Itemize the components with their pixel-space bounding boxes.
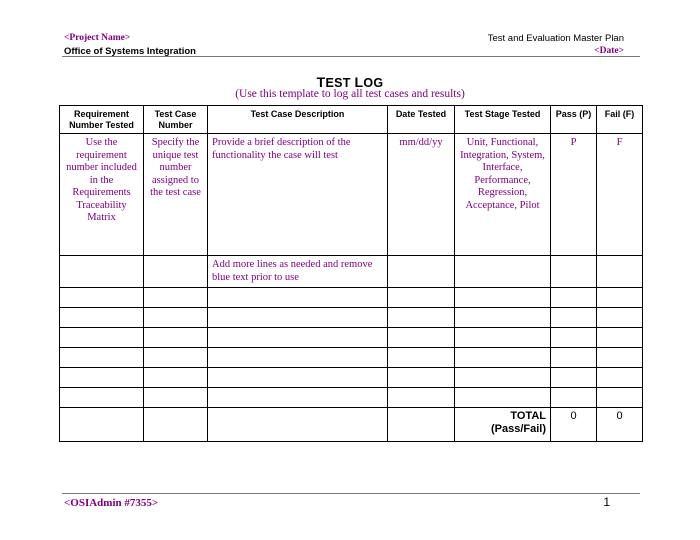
table-cell[interactable] bbox=[208, 348, 388, 368]
table-cell[interactable] bbox=[388, 348, 455, 368]
column-header: Date Tested bbox=[388, 106, 455, 134]
table-cell[interactable] bbox=[388, 388, 455, 408]
document-title: Test and Evaluation Master Plan bbox=[487, 33, 624, 44]
total-fail-value: 0 bbox=[597, 408, 643, 442]
page-number: 1 bbox=[603, 495, 610, 509]
table-cell[interactable] bbox=[551, 368, 597, 388]
table-cell[interactable] bbox=[208, 388, 388, 408]
project-name: <Project Name> bbox=[64, 33, 131, 43]
table-cell[interactable] bbox=[60, 256, 144, 288]
table-cell[interactable] bbox=[60, 348, 144, 368]
table-row bbox=[60, 256, 643, 288]
header-divider bbox=[62, 56, 640, 57]
table-cell[interactable] bbox=[208, 288, 388, 308]
table-cell bbox=[60, 408, 144, 442]
table-cell[interactable] bbox=[144, 388, 208, 408]
title-initial-1: T bbox=[316, 74, 326, 90]
table-cell[interactable] bbox=[597, 368, 643, 388]
table-cell[interactable]: Provide a brief description of the functionality the case will test bbox=[208, 134, 388, 256]
table-cell[interactable]: Unit, Functional, Integration, System, Interface, Performance, Regression, Acceptance, Pilot bbox=[455, 134, 551, 256]
total-label-line-2: (Pass/Fail) bbox=[490, 423, 546, 435]
header-left bbox=[64, 32, 196, 58]
table-cell[interactable] bbox=[388, 328, 455, 348]
table-cell[interactable] bbox=[208, 328, 388, 348]
table-row bbox=[60, 308, 643, 328]
column-header: Pass (P) bbox=[551, 106, 597, 134]
table-cell[interactable] bbox=[60, 388, 144, 408]
table-cell[interactable]: Use the requirement number included in the Requirements Traceability Matrix bbox=[60, 134, 144, 256]
table-cell[interactable] bbox=[551, 308, 597, 328]
table-cell bbox=[208, 408, 388, 442]
table-cell[interactable] bbox=[60, 368, 144, 388]
table-cell[interactable] bbox=[455, 388, 551, 408]
table-cell[interactable] bbox=[208, 308, 388, 328]
table-cell[interactable] bbox=[455, 256, 551, 288]
table-cell[interactable] bbox=[388, 288, 455, 308]
table-cell[interactable] bbox=[60, 308, 144, 328]
table-cell[interactable] bbox=[455, 308, 551, 328]
total-row bbox=[60, 408, 643, 442]
title-rest-1: EST bbox=[325, 76, 351, 90]
table-cell[interactable]: mm/dd/yy bbox=[388, 134, 455, 256]
table-cell[interactable] bbox=[455, 328, 551, 348]
table-cell[interactable] bbox=[144, 256, 208, 288]
table-cell[interactable] bbox=[597, 388, 643, 408]
table-cell[interactable] bbox=[60, 288, 144, 308]
table-cell[interactable] bbox=[388, 308, 455, 328]
table-cell[interactable]: P bbox=[551, 134, 597, 256]
table-cell[interactable] bbox=[551, 388, 597, 408]
table-cell[interactable]: Add more lines as needed and remove blue text prior to use bbox=[208, 256, 388, 288]
column-header: Requirement Number Tested bbox=[60, 106, 144, 134]
table-cell[interactable] bbox=[455, 348, 551, 368]
total-label bbox=[455, 408, 551, 442]
table-row bbox=[60, 368, 643, 388]
table-cell[interactable] bbox=[144, 368, 208, 388]
total-label-line-1: TOTAL bbox=[510, 410, 546, 422]
document-date: <Date> bbox=[594, 46, 624, 56]
table-cell[interactable] bbox=[597, 348, 643, 368]
footer-divider bbox=[62, 493, 640, 494]
table-header-row bbox=[60, 106, 643, 134]
table-cell[interactable] bbox=[388, 368, 455, 388]
table-cell[interactable] bbox=[144, 348, 208, 368]
table-cell bbox=[388, 408, 455, 442]
column-header: Test Case Number bbox=[144, 106, 208, 134]
table-row bbox=[60, 348, 643, 368]
table-cell[interactable] bbox=[144, 328, 208, 348]
table-cell[interactable] bbox=[597, 256, 643, 288]
page-subtitle: (Use this template to log all test cases and results) bbox=[235, 88, 465, 100]
table-row bbox=[60, 134, 643, 256]
table-cell[interactable] bbox=[455, 288, 551, 308]
table-cell[interactable] bbox=[144, 308, 208, 328]
table-cell[interactable]: Specify the unique test number assigned to the test case bbox=[144, 134, 208, 256]
table-cell[interactable] bbox=[597, 308, 643, 328]
table-row bbox=[60, 388, 643, 408]
table-row bbox=[60, 328, 643, 348]
column-header: Test Stage Tested bbox=[455, 106, 551, 134]
test-log-table bbox=[59, 105, 643, 442]
table-cell[interactable] bbox=[60, 328, 144, 348]
table-cell bbox=[144, 408, 208, 442]
table-cell[interactable] bbox=[208, 368, 388, 388]
table-cell[interactable] bbox=[388, 256, 455, 288]
column-header: Test Case Description bbox=[208, 106, 388, 134]
table-row bbox=[60, 288, 643, 308]
organization-name: Office of Systems Integration bbox=[64, 46, 196, 57]
table-cell[interactable]: F bbox=[597, 134, 643, 256]
table-cell[interactable] bbox=[551, 256, 597, 288]
table-cell[interactable] bbox=[551, 328, 597, 348]
table-cell[interactable] bbox=[455, 368, 551, 388]
total-pass-value: 0 bbox=[551, 408, 597, 442]
table-cell[interactable] bbox=[597, 328, 643, 348]
footer-doc-id: <OSIAdmin #7355> bbox=[64, 497, 159, 509]
header-right bbox=[488, 32, 624, 58]
table-cell[interactable] bbox=[597, 288, 643, 308]
table-cell[interactable] bbox=[551, 288, 597, 308]
table-cell[interactable] bbox=[551, 348, 597, 368]
title-rest-2: OG bbox=[363, 76, 384, 90]
title-initial-2: L bbox=[354, 74, 364, 90]
column-header: Fail (F) bbox=[597, 106, 643, 134]
table-cell[interactable] bbox=[144, 288, 208, 308]
